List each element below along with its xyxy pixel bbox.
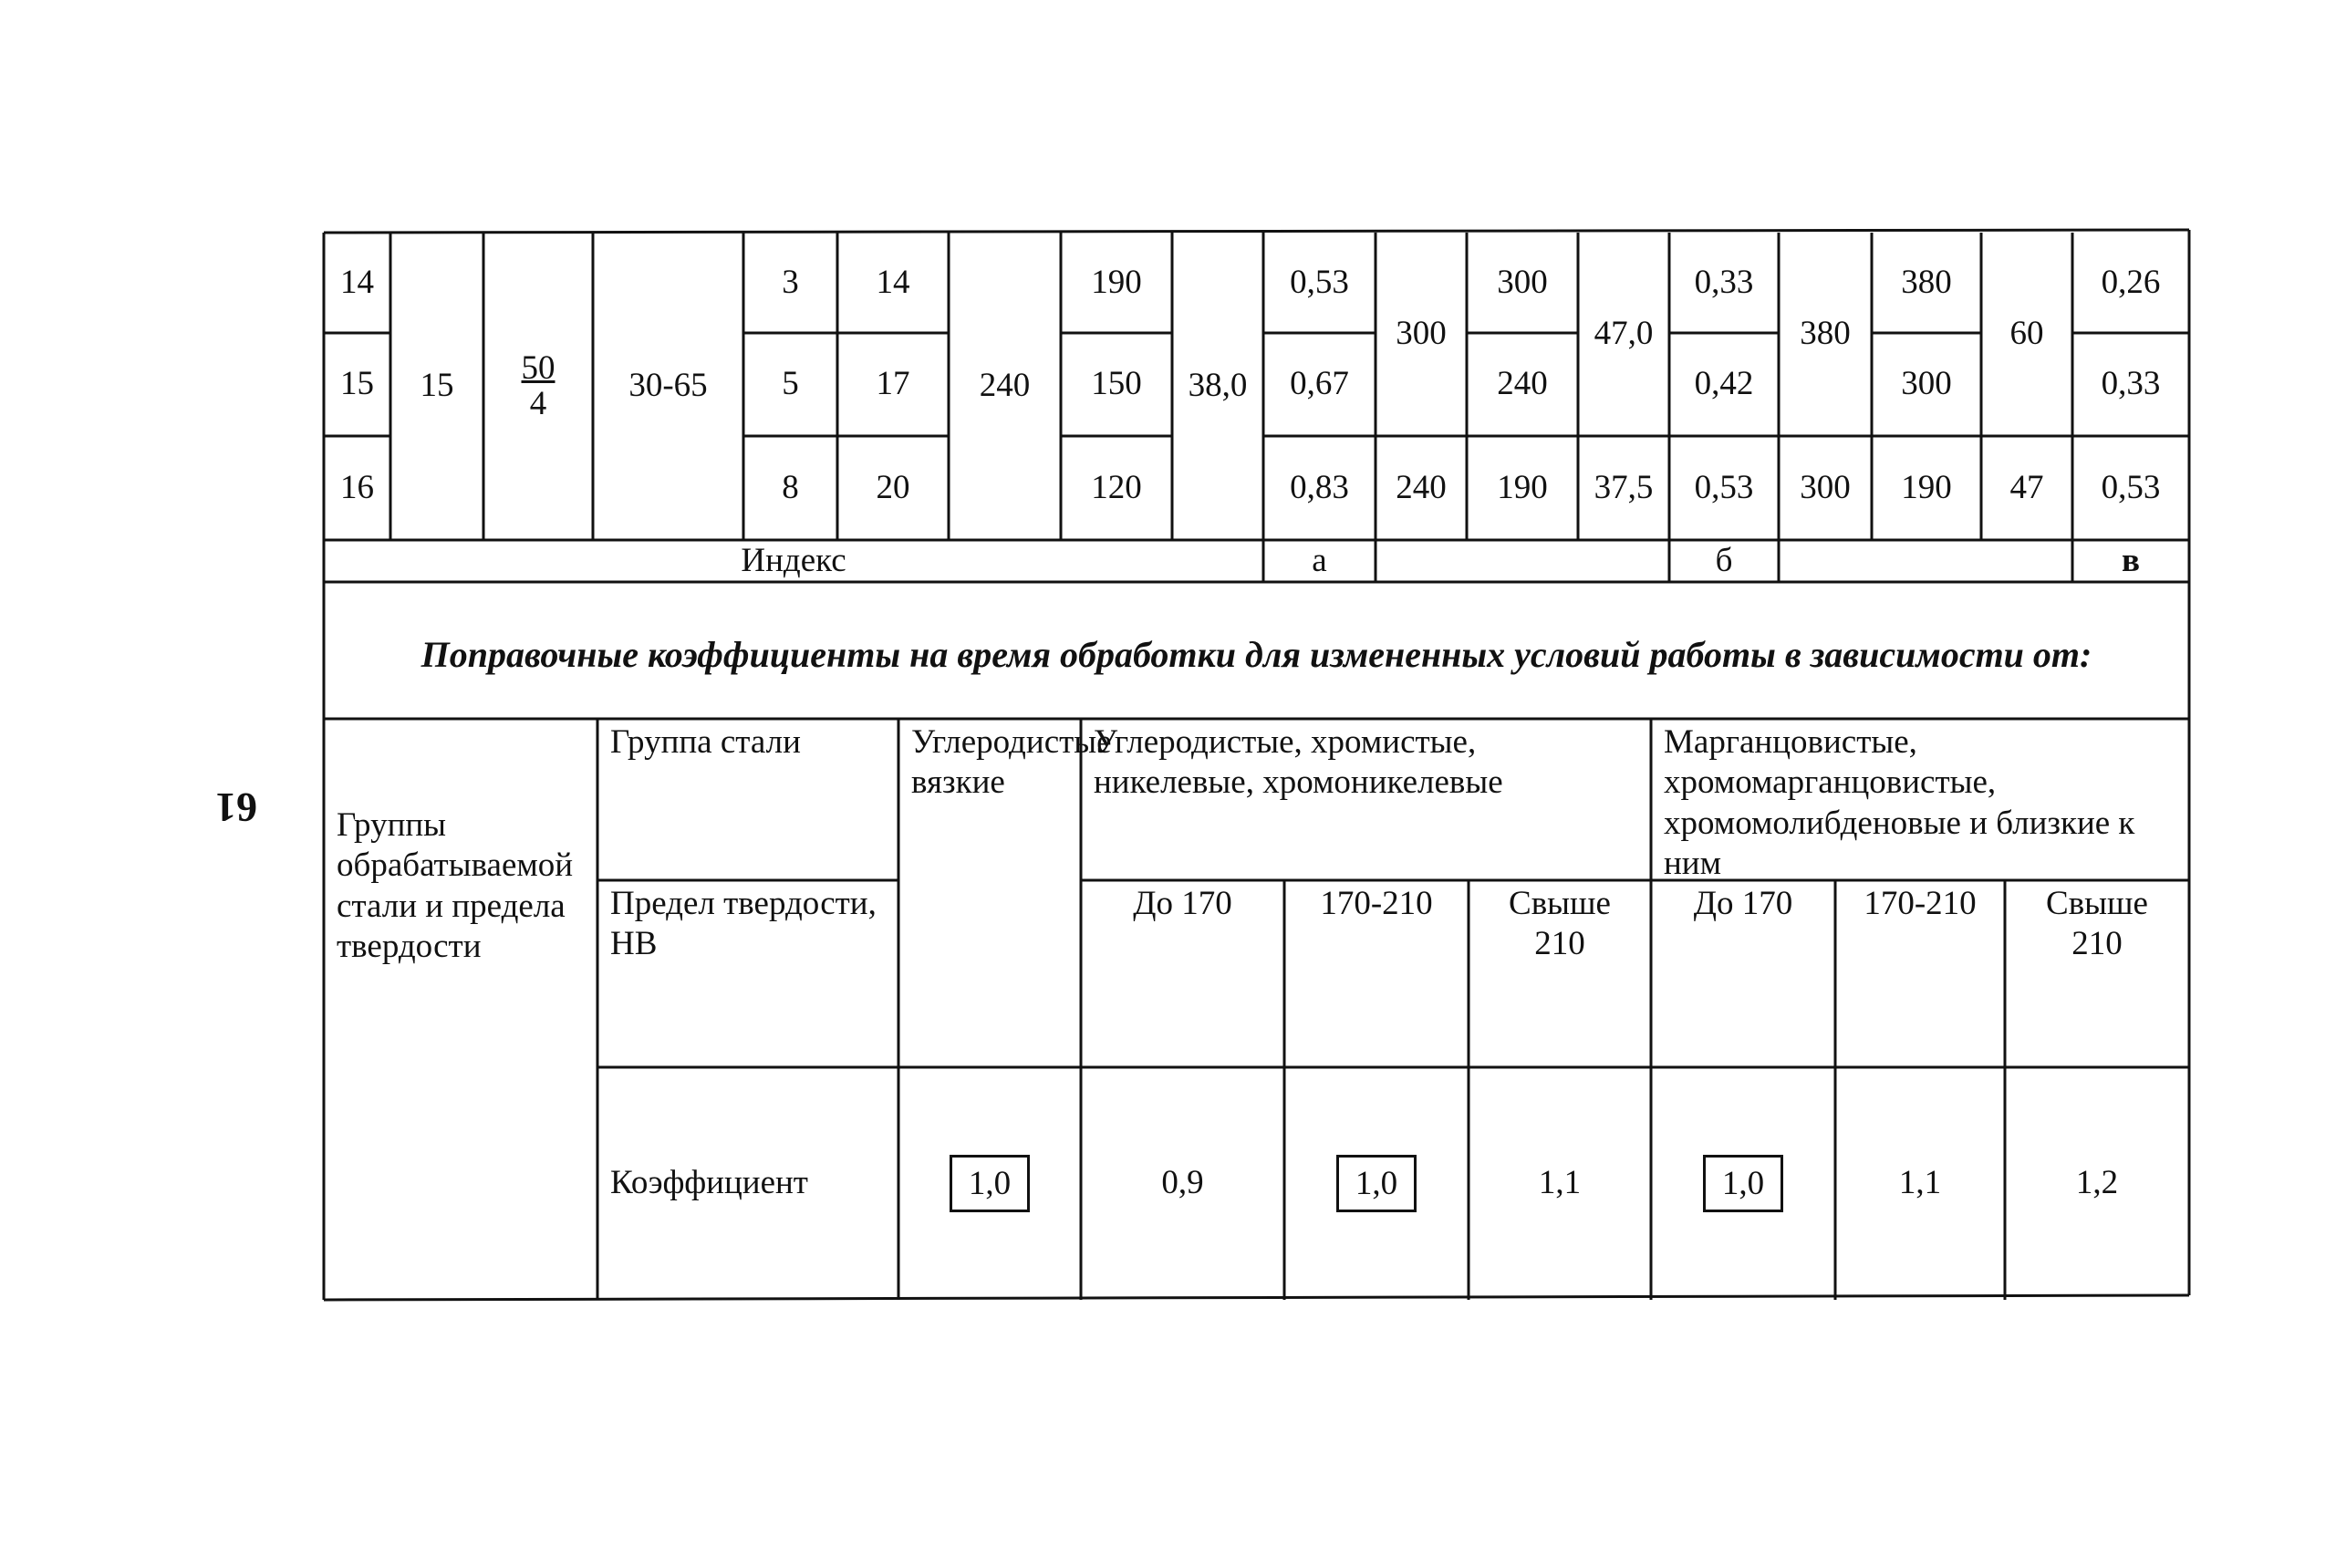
fraction-numerator: 50 xyxy=(521,348,555,387)
table-cell: 47 xyxy=(2009,468,2044,506)
table-cell: 300 xyxy=(1800,468,1851,506)
table-cell: 20 xyxy=(876,468,910,506)
table-cell: 0,83 xyxy=(1290,468,1349,506)
table-cell: 0,26 xyxy=(2101,263,2161,301)
table-cell: 14 xyxy=(876,263,910,301)
range-header: Свыше 210 xyxy=(2046,885,2148,963)
coefficient-cell: 1,2 xyxy=(2075,1164,2119,1202)
coefficient-cell: 1,1 xyxy=(1898,1164,1942,1202)
table-cell: 0,53 xyxy=(1694,468,1754,506)
table-cell: 17 xyxy=(876,365,910,403)
table-cell: 190 xyxy=(1091,263,1142,301)
steel-group-label: Группа стали xyxy=(610,723,801,761)
index-v: в xyxy=(2122,541,2140,579)
index-a: а xyxy=(1312,541,1327,579)
index-label: Индекс xyxy=(741,541,846,579)
coefficient-label: Коэффициент xyxy=(610,1164,808,1202)
page-number: 61 xyxy=(215,784,257,831)
coefficient-cell xyxy=(898,1067,1081,1300)
hardness-label: Предел твердости, НВ xyxy=(610,885,877,963)
table-cell: 38,0 xyxy=(1188,367,1248,405)
range-header: До 170 xyxy=(1133,885,1232,922)
boxed-coefficient: 1,0 xyxy=(950,1155,1030,1212)
table-cell: 300 xyxy=(1497,263,1548,301)
table-cell: 3 xyxy=(782,263,799,301)
table-cell: 120 xyxy=(1091,468,1142,506)
table-cell: 240 xyxy=(979,367,1031,405)
table-cell: 15 xyxy=(420,367,454,405)
range-header: 170-210 xyxy=(1864,885,1977,922)
table-cell: 0,67 xyxy=(1290,365,1349,403)
table-cell: 60 xyxy=(2009,315,2044,353)
group3-header: Марганцовистые, хромомарганцовистые, хромомолибденовые и близкие к ним xyxy=(1664,723,2135,883)
table-cell: 37,5 xyxy=(1594,468,1654,506)
fraction xyxy=(521,348,555,422)
table-cell: 190 xyxy=(1497,468,1548,506)
table-cell: 300 xyxy=(1901,365,1952,403)
table-cell: 16 xyxy=(340,468,374,506)
table-cell: 0,53 xyxy=(1290,263,1349,301)
table-cell: 240 xyxy=(1396,468,1447,506)
range-header: Свыше 210 xyxy=(1509,885,1611,963)
range-header: До 170 xyxy=(1693,885,1793,922)
table-cell: 0,33 xyxy=(1694,263,1754,301)
correction-heading: Поправочные коэффициенты на время обработки для измененных условий работы в зависимости от: xyxy=(420,633,2092,675)
group2-header: Углеродистые, хромистые, никелевые, хромоникелевые xyxy=(1094,723,1503,802)
table-cell: 240 xyxy=(1497,365,1548,403)
fraction-cell xyxy=(483,233,593,540)
table-cell: 8 xyxy=(782,468,799,506)
fraction-denominator: 4 xyxy=(529,384,547,422)
table-cell: 190 xyxy=(1901,468,1952,506)
table-cell: 300 xyxy=(1396,315,1447,353)
table-cell: 0,33 xyxy=(2101,365,2161,403)
coefficient-cell xyxy=(1651,1067,1835,1300)
table-cell: 47,0 xyxy=(1594,315,1654,353)
range-header: 170-210 xyxy=(1320,885,1433,922)
coefficient-cell: 1,1 xyxy=(1538,1164,1582,1202)
boxed-coefficient: 1,0 xyxy=(1336,1155,1417,1212)
table-cell: 380 xyxy=(1901,263,1952,301)
coefficient-cell: 0,9 xyxy=(1161,1164,1204,1202)
table-cell: 5 xyxy=(782,365,799,403)
table-cell: 150 xyxy=(1091,365,1142,403)
boxed-coefficient: 1,0 xyxy=(1703,1155,1783,1212)
index-b: б xyxy=(1715,541,1733,579)
table-cell: 15 xyxy=(340,365,374,403)
carbon-viscous-header: Углеродистые вязкие xyxy=(911,723,1112,802)
table-cell: 14 xyxy=(340,263,374,301)
table-cell: 0,53 xyxy=(2101,468,2161,506)
table-cell: 0,42 xyxy=(1694,365,1754,403)
table-cell: 30-65 xyxy=(628,367,708,405)
coefficient-cell xyxy=(1284,1067,1469,1300)
table-cell: 380 xyxy=(1800,315,1851,353)
group-label: Группы обрабатываемой стали и предела твердости xyxy=(337,806,574,966)
